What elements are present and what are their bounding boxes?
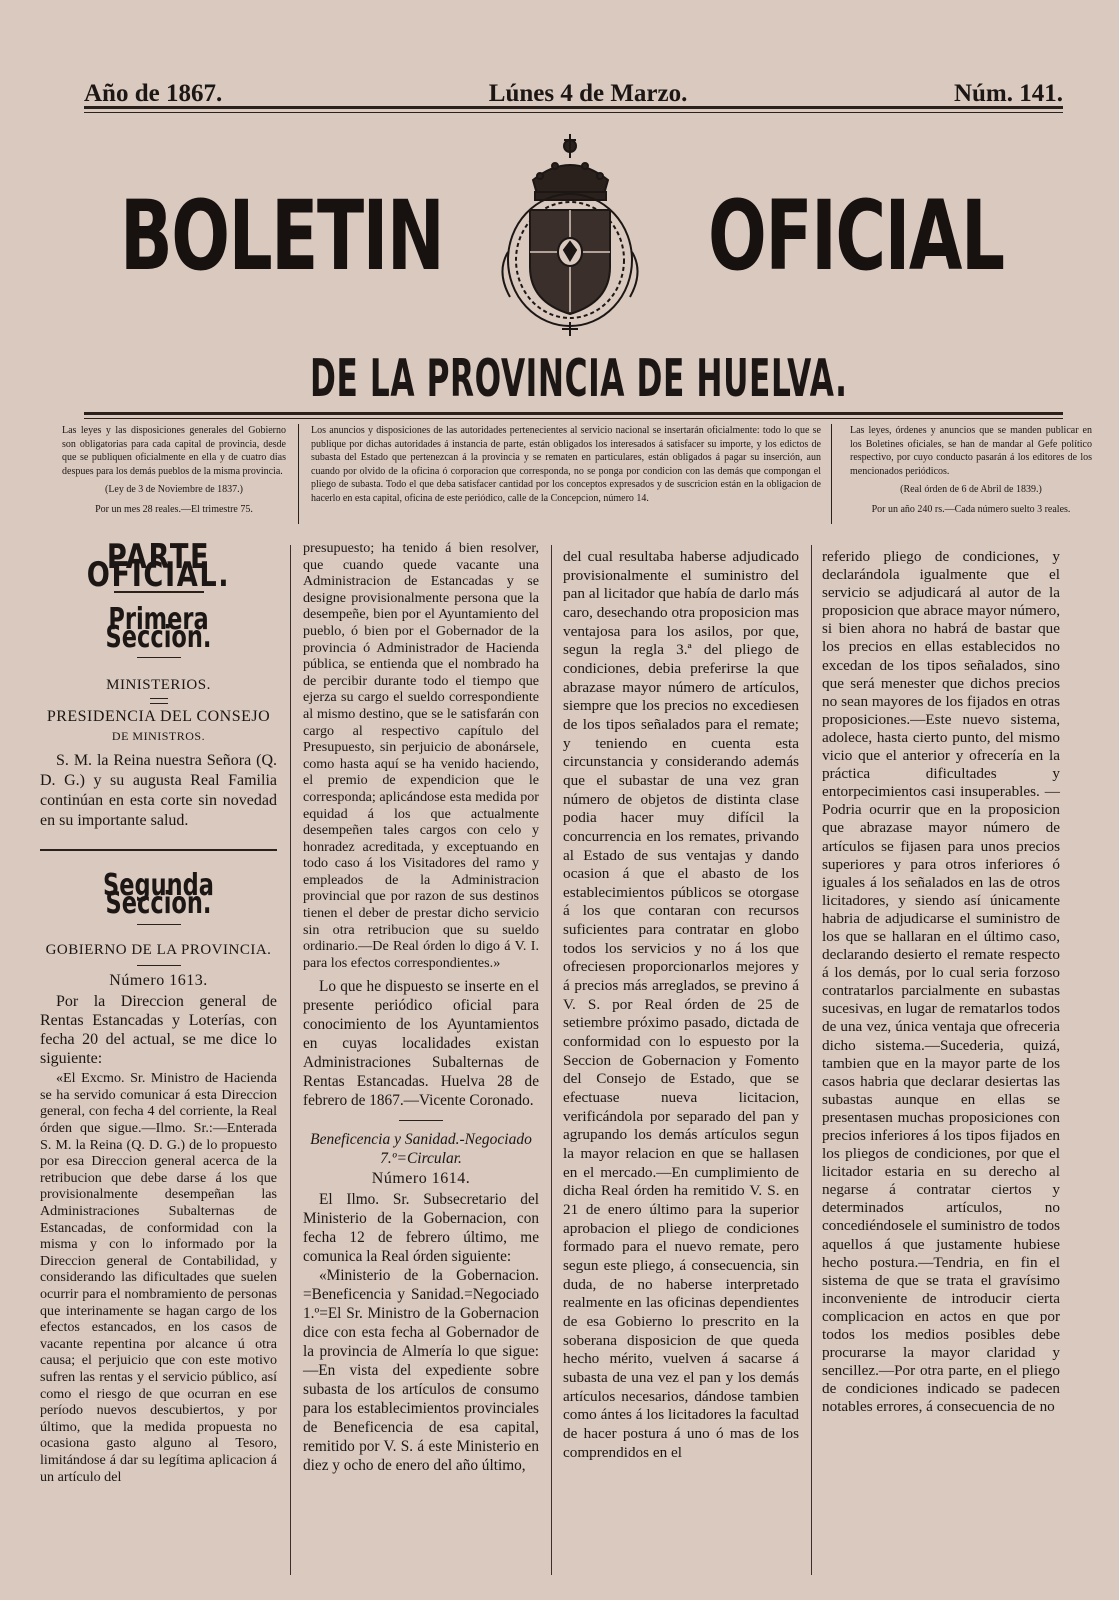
numero-heading: Número 1614.	[371, 1170, 471, 1188]
paragraph: presupuesto; ha tenido á bien resolver, que cuando quede vacante una Administracion de Estancadas y se designe provisionalmente persona que la desempeñe, bien por el Ayuntamiento del pueblo, ó bien por el Gobernador de la provincia ó Administrador de Hacienda pública, se entienda que el nombrado ha de percibir durante todo el tiempo que ejerza su cargo el sueldo correspondiente al mismo destino, que se le satisfarán con cargo al respectivo capítulo del Presupuesto, sin perjuicio de abonársele, como hasta aquí se ha venido haciendo, el premio de expendicion que le corresponda; aplicándose esta medida por equidad á los que actualmente desempeñen tales cargos con celo y honradez acreditada, y exceptuando en todo caso á los Visitadores del ramo y empleados de la Administracion provincial que por razon de sus destinos tienen el deber de prestar dicho servicio sin otra retribucion que su sueldo ordinario.—De Real órden lo digo á V. I. para los efectos correspondientes.»	[303, 540, 539, 971]
paragraph: Lo que he dispuesto se inserte en el presente periódico oficial para conocimiento de los Ayuntamientos en cuyas localidades existan Administraciones Subalternas de Rentas Estancadas. Huelva 28 de febrero de 1867.—Vicente Coronado.	[303, 978, 539, 1110]
issue-line	[84, 74, 1063, 108]
segunda-seccion-heading: Segunda Seccion.	[103, 868, 214, 922]
notice-right-price: Por un año 240 rs.—Cada número suelto 3 reales.	[871, 503, 1071, 515]
issue-year: Año de 1867.	[84, 80, 223, 107]
paragraph: S. M. la Reina nuestra Señora (Q. D. G.) y su augusta Real Familia continúan en esta corte sin novedad en su importante salud.	[40, 752, 277, 830]
issue-number: Núm. 141.	[953, 80, 1063, 107]
ministros-subheading: DE MINISTROS.	[111, 728, 206, 743]
section-rule	[40, 849, 277, 851]
paragraph: «El Excmo. Sr. Ministro de Hacienda se ha servido comunicar á esta Direccion general, con fecha 4 del corriente, la Real órden que sigue.—Ilmo. Sr.:—Enterada S. M. la Reina (Q. D. G.) de lo propuesto por esa Direccion general acerca de la retribucion que debe darse á los que provisionalmente desempeñan las Administraciones Subalternas de Estancadas, de conformidad con la misma y con lo informado por la Direccion general de Contabilidad, y considerando las dificultades que suelen ocurrir para el nombramiento de personas que interinamente se hagan cargo de los efectos estancados, en los casos de vacante repentina por alcance ú otra causa; el perjuicio que con este motivo sufren las rentas y el servicio público, así como el riesgo de que ocurran en ese período nuevos descubiertos, y por último, que la medida propuesta no ocasiona gasto alguno al Tesoro, limitándose á dar su legítima aplicacion á un artículo del	[40, 1070, 277, 1485]
masthead-subtitle: DE LA PROVINCIA DE HUELVA.	[310, 349, 848, 409]
parte-oficial-heading: PARTE OFICIAL.	[86, 537, 231, 596]
paragraph: «Ministerio de la Gobernacion. =Beneficencia y Sanidad.=Negociado 1.º=El Sr. Ministro de la Gobernacion dice con esta fecha al Gobernador de la provincia de Almería lo que sigue:—En vista del expediente sobre subasta de los artículos de consumo para los establecimientos provinciales de Beneficencia de esa capital, remitido por V. S. á este Ministerio en diez y ocho de enero del año último,	[303, 1267, 539, 1475]
presidencia-heading: PRESIDENCIA DEL CONSEJO	[46, 708, 271, 726]
double-rule	[150, 698, 168, 704]
masthead-boletin: BOLETIN	[120, 180, 444, 292]
masthead	[118, 150, 1019, 320]
header-rule	[84, 106, 1063, 109]
notice-left-text: Las leyes y las disposiciones generales del Gobierno son obligatorias para cada capital de provincia, desde que se publiquen oficialmente en ella y de cuatro dias despues para los demás pueblos de la misma provincia.	[62, 425, 286, 477]
column-divider	[811, 545, 812, 1575]
notice-left-law: (Ley de 3 de Noviembre de 1837.)	[104, 484, 243, 495]
paragraph: referido pliego de condiciones, y declarándola igualmente que el servicio se adjudicará al autor de la proposicion que abrace mayor número, si bien ahora no habrá de bastar que los precios en ellas establecidos no excedan de los tipos señalados, sino que será menester que dichos precios no sean mayores de los fijados en otras proposiciones.—Este nuevo sistema, adolece, hasta cierto punto, del mismo vicio que el anterior y ofrecería en la práctica dificultades y entorpecimientos casi insuperables. —Podria ocurrir que en la proposicion que abrazase mayor número de artículos se fijasen para unos precios superiores y para otros inferiores ó iguales á los señalados en las de otros licitadores, y siendo así únicamente habria de adjudicarse el suministro de los que se hallaran en el último caso, declarando desierto el remate respecto á los demás, por lo cual seria forzoso contratarlos parcialmente en subastas sucesivas, en lugar de rematarlos todos de una vez, única ventaja que ofreceria dicho sistema.—Sucederia, quizá, tambien que en la mayor parte de los casos habria que declarar desiertas las subastas aunque en ellas se presentasen muchas proposiciones con precios inferiores á los tipos fijados en los pliegos de condiciones, por que el licitador estaria en su derecho al negarse á contratar ciertos y determinados artículos, no concediéndosele el suministro de todos aquellos á que justamente hubiese hecho postura.—Tendria, en fin el sistema de que se trata el gravísimo inconveniente de introducir cierta complicacion en actos en que por todos los medios posibles debe procurarse la mayor claridad y sencillez.—Por otra parte, en el pliego de condiciones indicado se padecen notables errores, á consecuencia de no	[822, 548, 1060, 1416]
masthead-oficial: OFICIAL	[708, 180, 1004, 292]
column-1	[40, 537, 277, 1485]
column-4	[822, 540, 1060, 1417]
issue-date: Lúnes 4 de Marzo.	[488, 80, 688, 107]
primera-seccion-heading: Primera Seccion.	[105, 601, 212, 655]
paragraph: El Ilmo. Sr. Subsecretario del Ministerio de la Gobernacion, con fecha 12 de febrero último, me comunica la Real órden siguiente:	[303, 1191, 539, 1266]
royal-coat-of-arms-icon	[488, 132, 653, 337]
subtitle-rule	[84, 412, 1063, 415]
notice-left-price: Por un mes 28 reales.—El trimestre 75.	[95, 503, 253, 515]
column-divider	[290, 545, 291, 1575]
notice-right-law: (Real órden de 6 de Abril de 1839.)	[900, 484, 1042, 495]
column-divider	[551, 545, 552, 1575]
short-rule	[137, 657, 181, 658]
short-rule	[137, 965, 181, 966]
short-rule	[137, 924, 181, 925]
gobierno-heading: GOBIERNO DE LA PROVINCIA.	[45, 941, 272, 958]
paragraph: Por la Direccion general de Rentas Estancadas y Loterías, con fecha 20 del actual, se me dice lo siguiente:	[40, 993, 277, 1068]
beneficencia-heading: Beneficencia y Sanidad.-Negociado 7.º=Circular.	[310, 1131, 532, 1167]
notice-right	[850, 424, 1092, 516]
column-2	[303, 540, 539, 1475]
subtitle-rule-thin	[84, 418, 1063, 419]
numero-heading: Número 1613.	[109, 971, 208, 989]
notice-left	[62, 424, 286, 516]
header-rule-thin	[84, 112, 1063, 113]
notice-center	[298, 424, 832, 524]
short-rule	[399, 1120, 443, 1121]
notice-right-text: Las leyes, órdenes y anuncios que se manden publicar en los Boletines oficiales, se han de mandar al Gefe político respectivo, por cuyo conducto pasarán á los editores de los mencionados periódicos.	[850, 425, 1092, 477]
paragraph: del cual resultaba haberse adjudicado provisionalmente el suministro del pan al licitador que había de darlo más caro, desechando otra proposicion mas ventajosa para los asilos, por que, segun la regla 3.ª del pliego de condiciones, debia preferirse la que abrazase mayor número de artículos, siempre que los precios no excediesen de los tipos señalados para el remate; y teniendo en cuenta esta circunstancia y considerando además que el subastar de una vez gran número de objetos de distinta clase podia hacer muy difícil la concurrencia en los remates, privando al Estado de sus ventajas y dando ocasion á que el abasto de los establecimientos públicos se otorgase á los que contaran con recursos suficientes para contratar en globo todos los servicios y no á los que ofreciesen proporcionarlos mejores y á precios más arreglados, se previno á V. S. por Real órden de 25 de setiembre próximo pasado, dictada de conformidad con lo espuesto por la Seccion de Gobernacion y Fomento del Consejo de Estado, que se efectuase nueva licitacion, verificándola por separado del pan y agrupando los demás artículos segun la mayor relacion en que se hallasen en el mercado.—En cumplimiento de dicha Real órden ha remitido V. S. en 21 de enero último para la superior aprobacion el pliego de condiciones formado para el nuevo remate, pero segun este pliego, á consecuencia, sin duda, de no haberse interpretado realmente en las oficinas dependientes de esa Gobierno lo prescrito en la soberana disposicion de que queda hecho mérito, vuelven á sacarse á subasta de una vez el pan y los demás artículos necesarios, dándose tambien como ántes á los licitadores la facultad de hacer postura á uno ó mas de los comprendidos en el	[563, 548, 799, 1461]
ministerios-heading: MINISTERIOS.	[106, 677, 211, 694]
notices-strip	[62, 420, 1092, 530]
column-3	[563, 540, 799, 1462]
notice-center-text: Los anuncios y disposiciones de las autoridades pertenecientes al servicio nacional se insertarán oficialmente: todo lo que se publique por dichas autoridades á instancia de parte, están obligados los interesados á satisfacer su importe, y los edictos de subasta del Estado que pertenezcan á la provincia y se rematen en particulares, están obligados á pagar su inserción, aun cuando por olvido de la oficina ó corporacion que corresponda, no se ponga por condicion con las demás que compongan el pliego de subasta. Todo el que deba satisfacer cantidad por los conceptos expresados y de suscricion están en la obligacion de hacerlo en esta capital, oficina de este periódico, calle de la Concepcion, número 14.	[311, 425, 821, 504]
